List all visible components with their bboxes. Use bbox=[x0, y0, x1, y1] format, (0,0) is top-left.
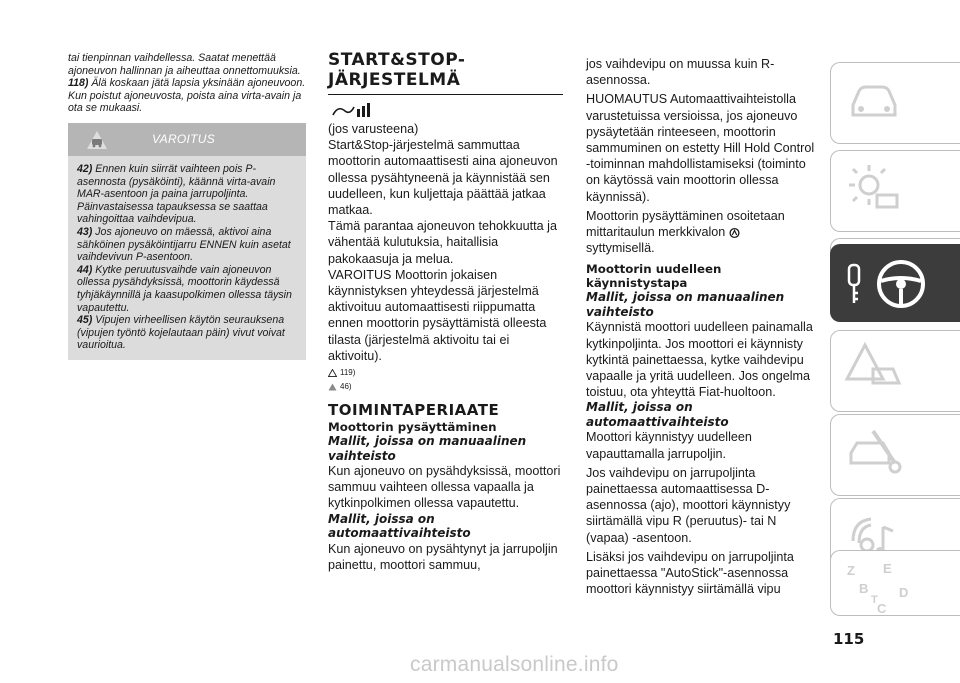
page-number: 115 bbox=[833, 630, 865, 648]
warning-triangle-icon bbox=[328, 369, 337, 377]
reference-number: 119) bbox=[340, 368, 356, 378]
subsubheading: Mallit, joissa on manuaalinen vaihteisto bbox=[586, 290, 785, 319]
subsubheading: Mallit, joissa on manuaalinen vaihteisto bbox=[328, 434, 527, 463]
warning-45 bbox=[77, 314, 298, 352]
chapter-tab-emergency[interactable] bbox=[830, 330, 960, 412]
warning-box bbox=[68, 123, 306, 360]
paragraph bbox=[586, 208, 821, 257]
section-title-line-1: START&STOP- bbox=[328, 50, 466, 70]
index-letter: D bbox=[899, 585, 909, 600]
column-2 bbox=[328, 50, 563, 573]
paragraph: Kun ajoneuvo on pysähtynyt ja jarrupoljin painettu, moottori sammuu, bbox=[328, 541, 558, 572]
warning-number: 43) bbox=[77, 225, 93, 238]
paragraph-part: syttymisellä. bbox=[586, 241, 655, 256]
chapter-tab-starting-driving[interactable] bbox=[830, 244, 960, 322]
warning-43 bbox=[77, 226, 298, 264]
section-divider bbox=[328, 94, 563, 95]
paragraph: HUOMAUTUS Automaattivaihteistolla varustetuissa versioissa, jos ajoneuvo pysäytetään rinteeseen, moottorin sammuminen on estetty Hill Hold Control -toiminnan mahdollistamiseksi (toiminto on käytössä vain moottorin ollessa käynnissä). bbox=[586, 92, 815, 204]
caution-triangle-icon bbox=[328, 383, 337, 391]
paragraph: Moottori käynnistyy uudelleen vapauttamalla jarrupoljin. bbox=[586, 430, 752, 461]
warning-text: Vipujen virheellisen käytön seurauksena (vipujen työntö kojelautaan päin) vivut voivat vaurioitua. bbox=[77, 314, 285, 352]
paragraph: jos vaihdevipu on muussa kuin R-asennossa. bbox=[586, 57, 775, 88]
optional-note: (jos varusteena) bbox=[328, 122, 419, 136]
chapter-tab-index[interactable] bbox=[830, 550, 960, 616]
column-1 bbox=[68, 52, 306, 360]
paragraph: VAROITUS Moottorin jokaisen käynnistyksen yhteydessä järjestelmä aktivoituu automaattisesti riippumatta ennen moottorin pysäyttämistä olleesta tilasta (järjestelmä aktivoitu tai ei aktivoitu). bbox=[328, 267, 547, 363]
car-front-icon bbox=[843, 71, 903, 131]
paragraph-part: Moottorin pysäyttäminen osoitetaan mittaritaulun merkkivalon bbox=[586, 208, 785, 240]
paragraph: Lisäksi jos vaihdevipu on jarrupoljinta painettaessa "AutoStick"-asennossa moottori käynnistyy siirtämällä vipu bbox=[586, 549, 794, 597]
subsubheading: Mallit, joissa on automaattivaihteisto bbox=[586, 400, 729, 429]
key-steering-wheel-icon bbox=[843, 253, 943, 315]
index-letter: B bbox=[859, 581, 869, 596]
caution-reference bbox=[328, 380, 563, 394]
note-118 bbox=[68, 77, 306, 115]
index-letter: Z bbox=[847, 563, 855, 578]
warning-triangle-car-icon bbox=[843, 339, 903, 399]
warning-car-icon bbox=[86, 130, 108, 150]
warning-header bbox=[68, 123, 306, 156]
paragraph: Käynnistä moottori uudelleen painamalla kytkinpoljinta. Jos moottori ei käynnisty kytkintä painettaessa, kytke vaihdevipu vapaalle ja yritä uudelleen. Jos ongelma toistuu, ota yhteyttä Fiat-huoltoon. bbox=[586, 320, 813, 400]
warning-text: Kytke peruutusvaihde vain ajoneuvon ollessa pysähdyksissä, moottorin käydessä tyhjäkäynnillä ja kaasupolkimen ollessa täysin vapautettu. bbox=[77, 263, 292, 314]
watermark[interactable]: carmanualsonline.info bbox=[410, 653, 619, 676]
column-3 bbox=[586, 56, 821, 597]
warning-42 bbox=[77, 163, 298, 226]
paragraph: Kun ajoneuvo on pysähdyksissä, moottori sammuu vaihteen ollessa vapaalla ja kytkinpolkimen ollessa vapautettu. bbox=[328, 464, 561, 511]
fuel-economy-icon bbox=[330, 101, 372, 119]
section-title-line-2: JÄRJESTELMÄ bbox=[328, 70, 461, 90]
wrench-car-icon bbox=[843, 423, 903, 483]
warning-text: Jos ajoneuvo on mäessä, aktivoi aina sähköinen pysäköintijarru ENNEN kuin asetat vaihdevivun P-asentoon. bbox=[77, 225, 291, 264]
chapter-tab-lights[interactable] bbox=[830, 150, 960, 232]
warning-44 bbox=[77, 264, 298, 314]
note-number: 118) bbox=[68, 77, 89, 90]
start-stop-warning-light-icon bbox=[729, 227, 740, 239]
sun-lights-icon bbox=[843, 159, 903, 219]
warning-number: 45) bbox=[77, 314, 93, 327]
reference-number: 46) bbox=[340, 382, 352, 392]
warning-reference bbox=[328, 366, 563, 380]
paragraph: Jos vaihdevipu on jarrupoljinta painettaessa automaattisessa D-asennossa (ajo), moottori käynnistyy siirtämällä vipu R (peruutus)- tai N (vapaa) -asentoon. bbox=[586, 465, 791, 545]
intro-text: tai tienpinnan vaihdellessa. Saatat menettää ajoneuvon hallinnan ja aiheuttaa onnettomuuksia. bbox=[68, 52, 301, 77]
paragraph: Start&Stop-järjestelmä sammuttaa moottorin automaattisesti aina ajoneuvon ollessa pysähtyneenä ja käynnistää sen uudelleen, kun kuljettaja päättää jatkaa matkaa. bbox=[328, 138, 558, 218]
subsubheading: Mallit, joissa on automaattivaihteisto bbox=[328, 511, 471, 541]
subheading: Moottorin pysäyttäminen bbox=[328, 420, 497, 435]
paragraph: Tämä parantaa ajoneuvon tehokkuutta ja vähentää kulutuksia, haitallisia pakokaasuja ja melua. bbox=[328, 219, 557, 266]
warning-text: Ennen kuin siirrät vaihteen pois P-asennosta (pysäköinti), käännä virta-avain MAR-asentoon ja paina jarrupoljinta. Päinvastaisessa tapauksessa se saattaa vahingoittaa vaihdevipua. bbox=[77, 162, 276, 226]
warning-body bbox=[68, 156, 306, 360]
index-letter: T bbox=[871, 594, 878, 606]
warning-number: 42) bbox=[77, 162, 93, 175]
section-title-principle: TOIMINTAPERIAATE bbox=[328, 401, 500, 420]
subheading: Moottorin uudelleen käynnistystapa bbox=[586, 262, 722, 291]
index-letter: E bbox=[883, 561, 892, 576]
alphabet-index-icon bbox=[843, 559, 933, 619]
chapter-tab-maintenance[interactable] bbox=[830, 414, 960, 496]
chapter-tab-vehicle[interactable] bbox=[830, 62, 960, 144]
index-letter: C bbox=[877, 601, 887, 616]
warning-number: 44) bbox=[77, 263, 93, 276]
note-text: Älä koskaan jätä lapsia yksinään ajoneuvoon. Kun poistut ajoneuvosta, poista aina virta-avain ja ota se mukaasi. bbox=[68, 77, 306, 115]
warning-title: VAROITUS bbox=[152, 131, 216, 146]
